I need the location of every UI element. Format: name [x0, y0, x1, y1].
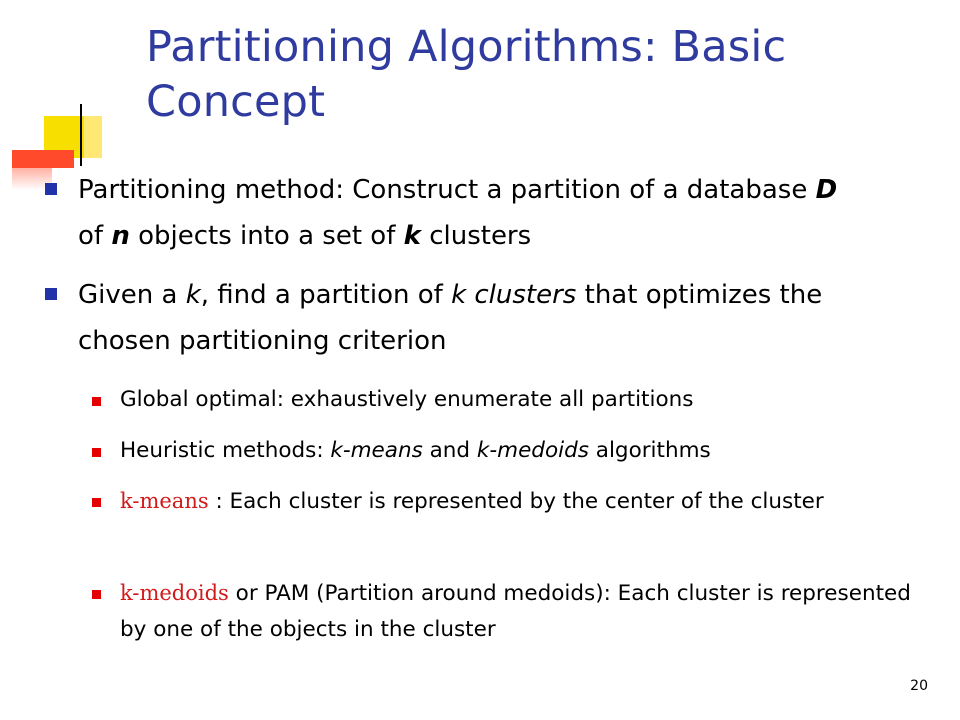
sub-bullet-k-medoids: k-medoids or PAM (Partition around medoids): Each cluster is represented by one of the objects in the cluster	[120, 575, 940, 648]
bullet-square-icon	[45, 183, 57, 195]
decor-yellow-light-block	[84, 116, 102, 158]
bullet-partitioning-method: Partitioning method: Construct a partition of a database D of n objects into a set of k clusters	[78, 167, 868, 259]
sub-bullet-square-icon	[92, 498, 101, 507]
page-number: 20	[910, 678, 928, 694]
sub-bullet-global-optimal: Global optimal: exhaustively enumerate all partitions	[120, 382, 940, 418]
sub-bullet-heuristic: Heuristic methods: k-means and k-medoids algorithms	[120, 433, 940, 469]
k-medoids-label: k-medoids	[120, 581, 229, 605]
sub-bullet-square-icon	[92, 590, 101, 599]
sub-bullet-square-icon	[92, 448, 101, 457]
slide-title: Partitioning Algorithms: Basic Concept	[146, 22, 787, 127]
bullet-square-icon	[45, 288, 57, 300]
sub-bullet-k-means: k-means : Each cluster is represented by the center of the cluster	[120, 483, 940, 520]
sub-bullet-square-icon	[92, 397, 101, 406]
decor-vertical-line	[80, 104, 82, 166]
decor-red-bar	[12, 150, 74, 168]
k-means-label: k-means	[120, 489, 209, 513]
bullet-given-k: Given a k, find a partition of k clusters that optimizes the chosen partitioning criterion	[78, 272, 868, 364]
